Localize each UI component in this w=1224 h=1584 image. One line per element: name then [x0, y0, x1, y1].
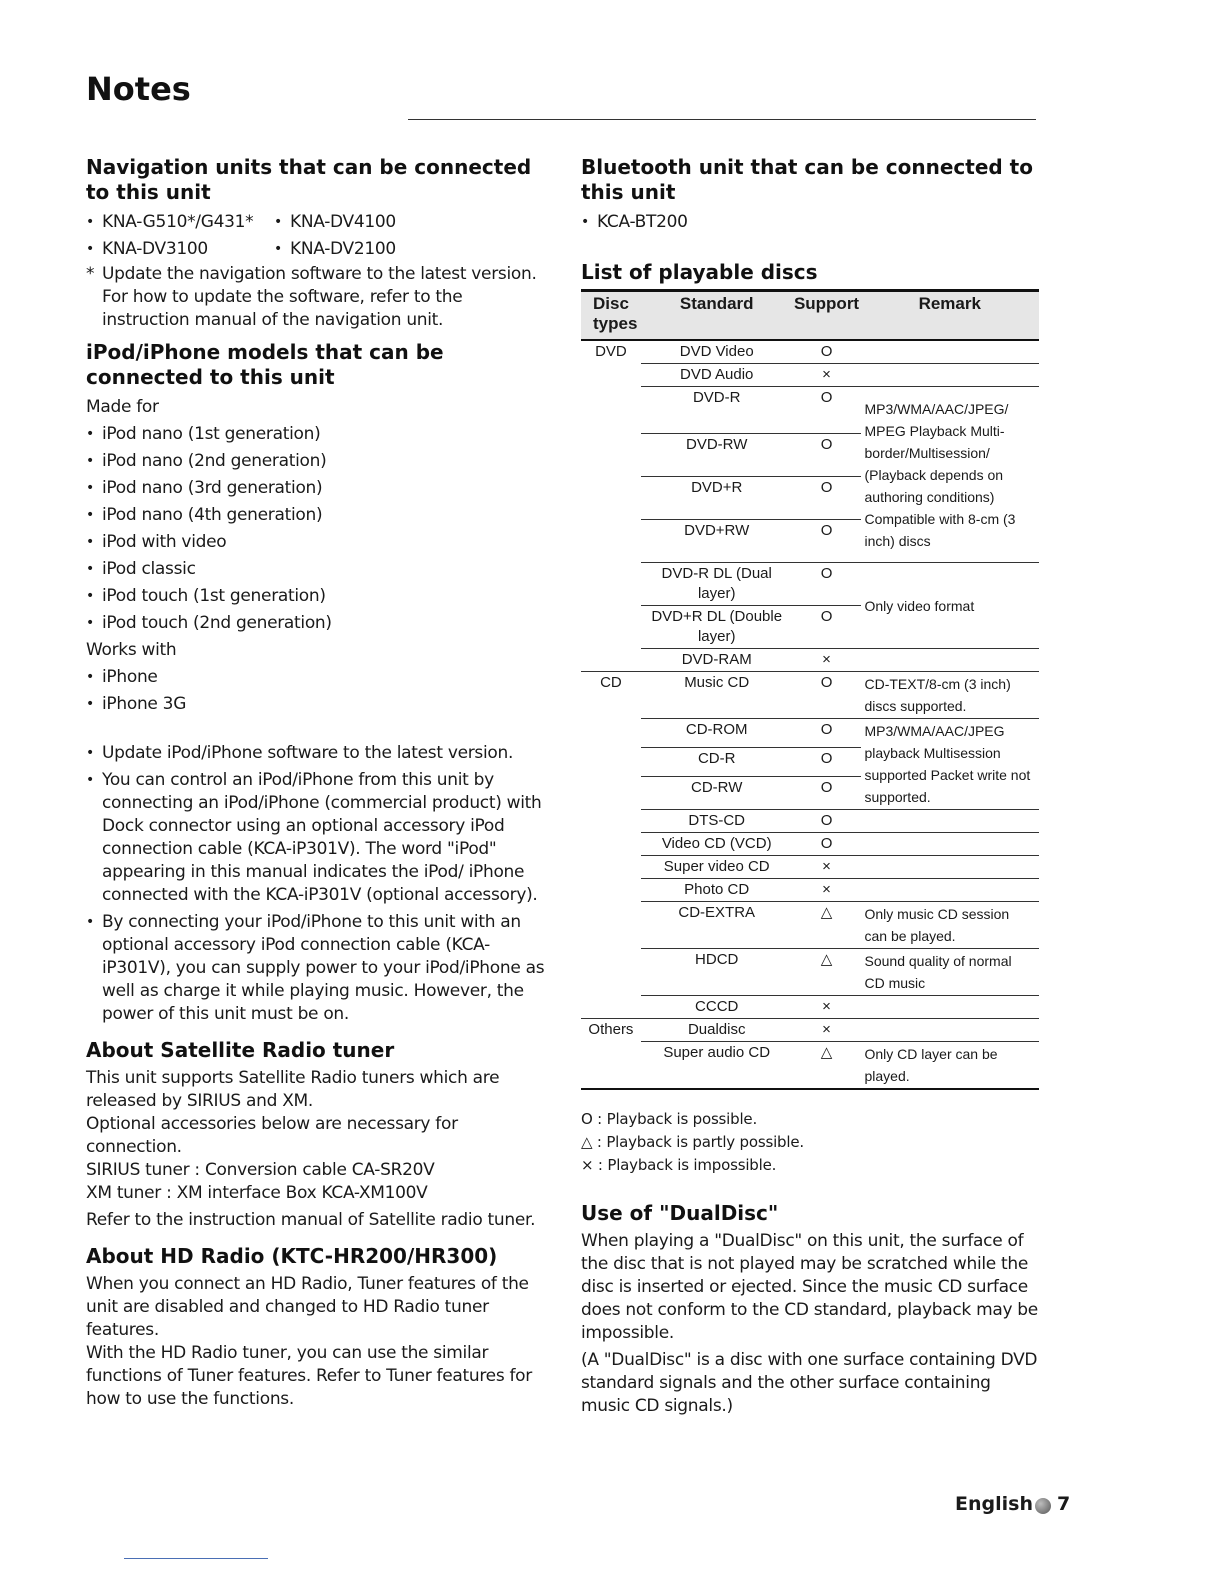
remark: [861, 364, 1040, 387]
ipod-notes: [86, 742, 546, 1026]
remark: Only music CD session can be played.: [861, 902, 1040, 949]
disc-table: [581, 289, 1039, 1090]
table-row: [581, 364, 1039, 387]
legend-item: △ : Playback is partly possible.: [581, 1133, 804, 1151]
title-rule: [408, 119, 1036, 120]
list-item: • By connecting your iPod/iPhone to this unit with an optional accessory iPod connection cable (KCA-iP301V), you can supply power to your iPod/iPhone as well as charge it while playing music. However, the power of this unit must be on.: [86, 911, 546, 1026]
disc-type: Others: [581, 1019, 641, 1042]
nav-unit-item: • KNA-DV2100: [274, 236, 474, 263]
left-column: [86, 155, 546, 1411]
support: ×: [793, 879, 861, 902]
table-row: [581, 1042, 1039, 1090]
standard: CD-R: [641, 748, 793, 777]
support: △: [793, 902, 861, 949]
support: △: [793, 949, 861, 996]
footer-language: English: [955, 1493, 1033, 1515]
remark: [861, 833, 1040, 856]
support: O: [793, 606, 861, 649]
standard: CCCD: [641, 996, 793, 1019]
standard: Video CD (VCD): [641, 833, 793, 856]
list-item: • Update iPod/iPhone software to the latest version.: [86, 742, 546, 765]
satellite-text: SIRIUS tuner : Conversion cable CA-SR20V: [86, 1160, 435, 1180]
remark: MP3/WMA/AAC/JPEG/ MPEG Playback Multi-border/Multisession/ (Playback depends on authoring conditions) Compatible with 8-cm (3 inch) discs: [861, 387, 1040, 563]
support: O: [793, 340, 861, 364]
nav-unit-item: • KNA-DV4100: [274, 209, 474, 236]
satellite-text: XM tuner : XM interface Box KCA-XM100V: [86, 1183, 428, 1203]
works-with-list: [86, 664, 546, 718]
disc-type: DVD: [595, 343, 627, 360]
standard: DVD+R DL (Double layer): [641, 606, 793, 649]
header-disc-types: Disc types: [581, 291, 641, 341]
support: O: [793, 777, 861, 810]
standard: Photo CD: [641, 879, 793, 902]
made-for-list: [86, 421, 546, 637]
table-row: [581, 387, 1039, 434]
table-row: [581, 1019, 1039, 1042]
remark: [861, 810, 1040, 833]
list-item: • iPod touch (2nd generation): [86, 610, 546, 637]
table-row: [581, 879, 1039, 902]
table-row: [581, 810, 1039, 833]
support: O: [793, 477, 861, 520]
standard: Music CD: [641, 672, 793, 719]
header-remark: Remark: [861, 291, 1040, 341]
list-item: • iPhone: [86, 664, 546, 691]
support: O: [793, 810, 861, 833]
table-row: [581, 833, 1039, 856]
standard: DVD Audio: [641, 364, 793, 387]
right-column: [581, 155, 1041, 1418]
legend-item: O : Playback is possible.: [581, 1110, 758, 1128]
made-for-label: Made for: [86, 397, 159, 417]
support: ×: [793, 996, 861, 1019]
support: O: [793, 719, 861, 748]
disc-legend: [581, 1108, 1041, 1177]
ipod-heading: iPod/iPhone models that can be connected to this unit: [86, 340, 444, 389]
hdradio-heading: About HD Radio (KTC-HR200/HR300): [86, 1244, 498, 1268]
remark: Only CD layer can be played.: [861, 1042, 1040, 1090]
standard: DVD+RW: [641, 520, 793, 563]
header-support: Support: [793, 291, 861, 341]
satellite-text: This unit supports Satellite Radio tuners which are released by SIRIUS and XM.: [86, 1068, 500, 1111]
standard: HDCD: [641, 949, 793, 996]
bottom-rule: [124, 1558, 268, 1559]
hdradio-text: With the HD Radio tuner, you can use the similar functions of Tuner features. Refer to Tuner features for how to use the functions.: [86, 1343, 532, 1409]
list-item: • iPod nano (2nd generation): [86, 448, 546, 475]
list-item: • iPhone 3G: [86, 691, 546, 718]
support: ×: [793, 1019, 861, 1042]
list-item: • iPod nano (3rd generation): [86, 475, 546, 502]
support: O: [793, 833, 861, 856]
remark: [861, 1019, 1040, 1042]
standard: Super video CD: [641, 856, 793, 879]
table-row: [581, 719, 1039, 748]
footer-bullet-icon: [1035, 1498, 1051, 1514]
support: O: [793, 434, 861, 477]
remark: Only video format: [861, 563, 1040, 649]
list-item: • iPod with video: [86, 529, 546, 556]
remark: MP3/WMA/AAC/JPEG playback Multisession supported Packet write not supported.: [861, 719, 1040, 810]
standard: CD-EXTRA: [641, 902, 793, 949]
list-item: • You can control an iPod/iPhone from this unit by connecting an iPod/iPhone (commercial product) with Dock connector using an optional accessory iPod connection cable (KCA-iP301V). The word "iPod" appearing in this manual indicates the iPod/ iPhone connected with the KCA-iP301V (optional accessory).: [86, 769, 546, 907]
page-title: Notes: [86, 70, 191, 108]
standard: DVD+R: [641, 477, 793, 520]
satellite-text: Optional accessories below are necessary for connection.: [86, 1114, 458, 1157]
satellite-text: Refer to the instruction manual of Satellite radio tuner.: [86, 1210, 536, 1230]
remark: [861, 856, 1040, 879]
nav-unit-item: • KNA-DV3100: [86, 236, 274, 263]
support: ×: [793, 649, 861, 672]
remark: [861, 996, 1040, 1019]
nav-unit-list: [86, 209, 546, 263]
support: O: [793, 563, 861, 606]
table-row: [581, 996, 1039, 1019]
standard: DVD Video: [641, 340, 793, 364]
dualdisc-text: (A "DualDisc" is a disc with one surface containing DVD standard signals and the other surface containing music CD signals.): [581, 1350, 1038, 1416]
discs-heading: List of playable discs: [581, 260, 818, 284]
standard: DVD-R: [641, 387, 793, 434]
list-item: • iPod nano (4th generation): [86, 502, 546, 529]
standard: DTS-CD: [641, 810, 793, 833]
table-row: [581, 902, 1039, 949]
nav-heading: Navigation units that can be connected to this unit: [86, 155, 532, 204]
support: O: [793, 672, 861, 719]
nav-unit-item: • KNA-G510*/G431*: [86, 209, 274, 236]
table-row: [581, 340, 1039, 364]
dualdisc-text: When playing a "DualDisc" on this unit, the surface of the disc that is not played may be scratched while the disc is inserted or ejected. Since the music CD surface does not conform to the CD standard, playback may be impossible.: [581, 1231, 1038, 1343]
support: O: [793, 520, 861, 563]
disc-type: CD: [581, 672, 641, 719]
standard: Super audio CD: [641, 1042, 793, 1090]
standard: CD-ROM: [641, 719, 793, 748]
header-standard: Standard: [641, 291, 793, 341]
page-number: 7: [1057, 1493, 1071, 1515]
list-item: • iPod touch (1st generation): [86, 583, 546, 610]
support: ×: [793, 856, 861, 879]
nav-note: * Update the navigation software to the latest version. For how to update the software, refer to the instruction manual of the navigation unit.: [86, 263, 546, 332]
standard: DVD-RW: [641, 434, 793, 477]
standard: Dualdisc: [641, 1019, 793, 1042]
works-with-label: Works with: [86, 640, 177, 660]
remark: CD-TEXT/8-cm (3 inch) discs supported.: [861, 672, 1040, 719]
standard: DVD-R DL (Dual layer): [641, 563, 793, 606]
bluetooth-list: [581, 209, 1041, 236]
table-row: [581, 856, 1039, 879]
hdradio-text: When you connect an HD Radio, Tuner features of the unit are disabled and changed to HD Radio tuner features.: [86, 1274, 529, 1340]
list-item: • iPod nano (1st generation): [86, 421, 546, 448]
remark: [861, 649, 1040, 672]
support: O: [793, 387, 861, 434]
table-row: [581, 563, 1039, 606]
table-row: [581, 649, 1039, 672]
support: O: [793, 748, 861, 777]
legend-item: × : Playback is impossible.: [581, 1156, 777, 1174]
table-row: [581, 949, 1039, 996]
list-item: • KCA-BT200: [581, 209, 1041, 236]
remark: [861, 340, 1040, 364]
satellite-heading: About Satellite Radio tuner: [86, 1038, 395, 1062]
list-item: • iPod classic: [86, 556, 546, 583]
bluetooth-heading: Bluetooth unit that can be connected to this unit: [581, 155, 1033, 204]
support: △: [793, 1042, 861, 1090]
remark: [861, 879, 1040, 902]
dualdisc-heading: Use of "DualDisc": [581, 1201, 779, 1225]
remark: Sound quality of normal CD music: [861, 949, 1040, 996]
standard: CD-RW: [641, 777, 793, 810]
table-row: [581, 672, 1039, 719]
standard: DVD-RAM: [641, 649, 793, 672]
support: ×: [793, 364, 861, 387]
